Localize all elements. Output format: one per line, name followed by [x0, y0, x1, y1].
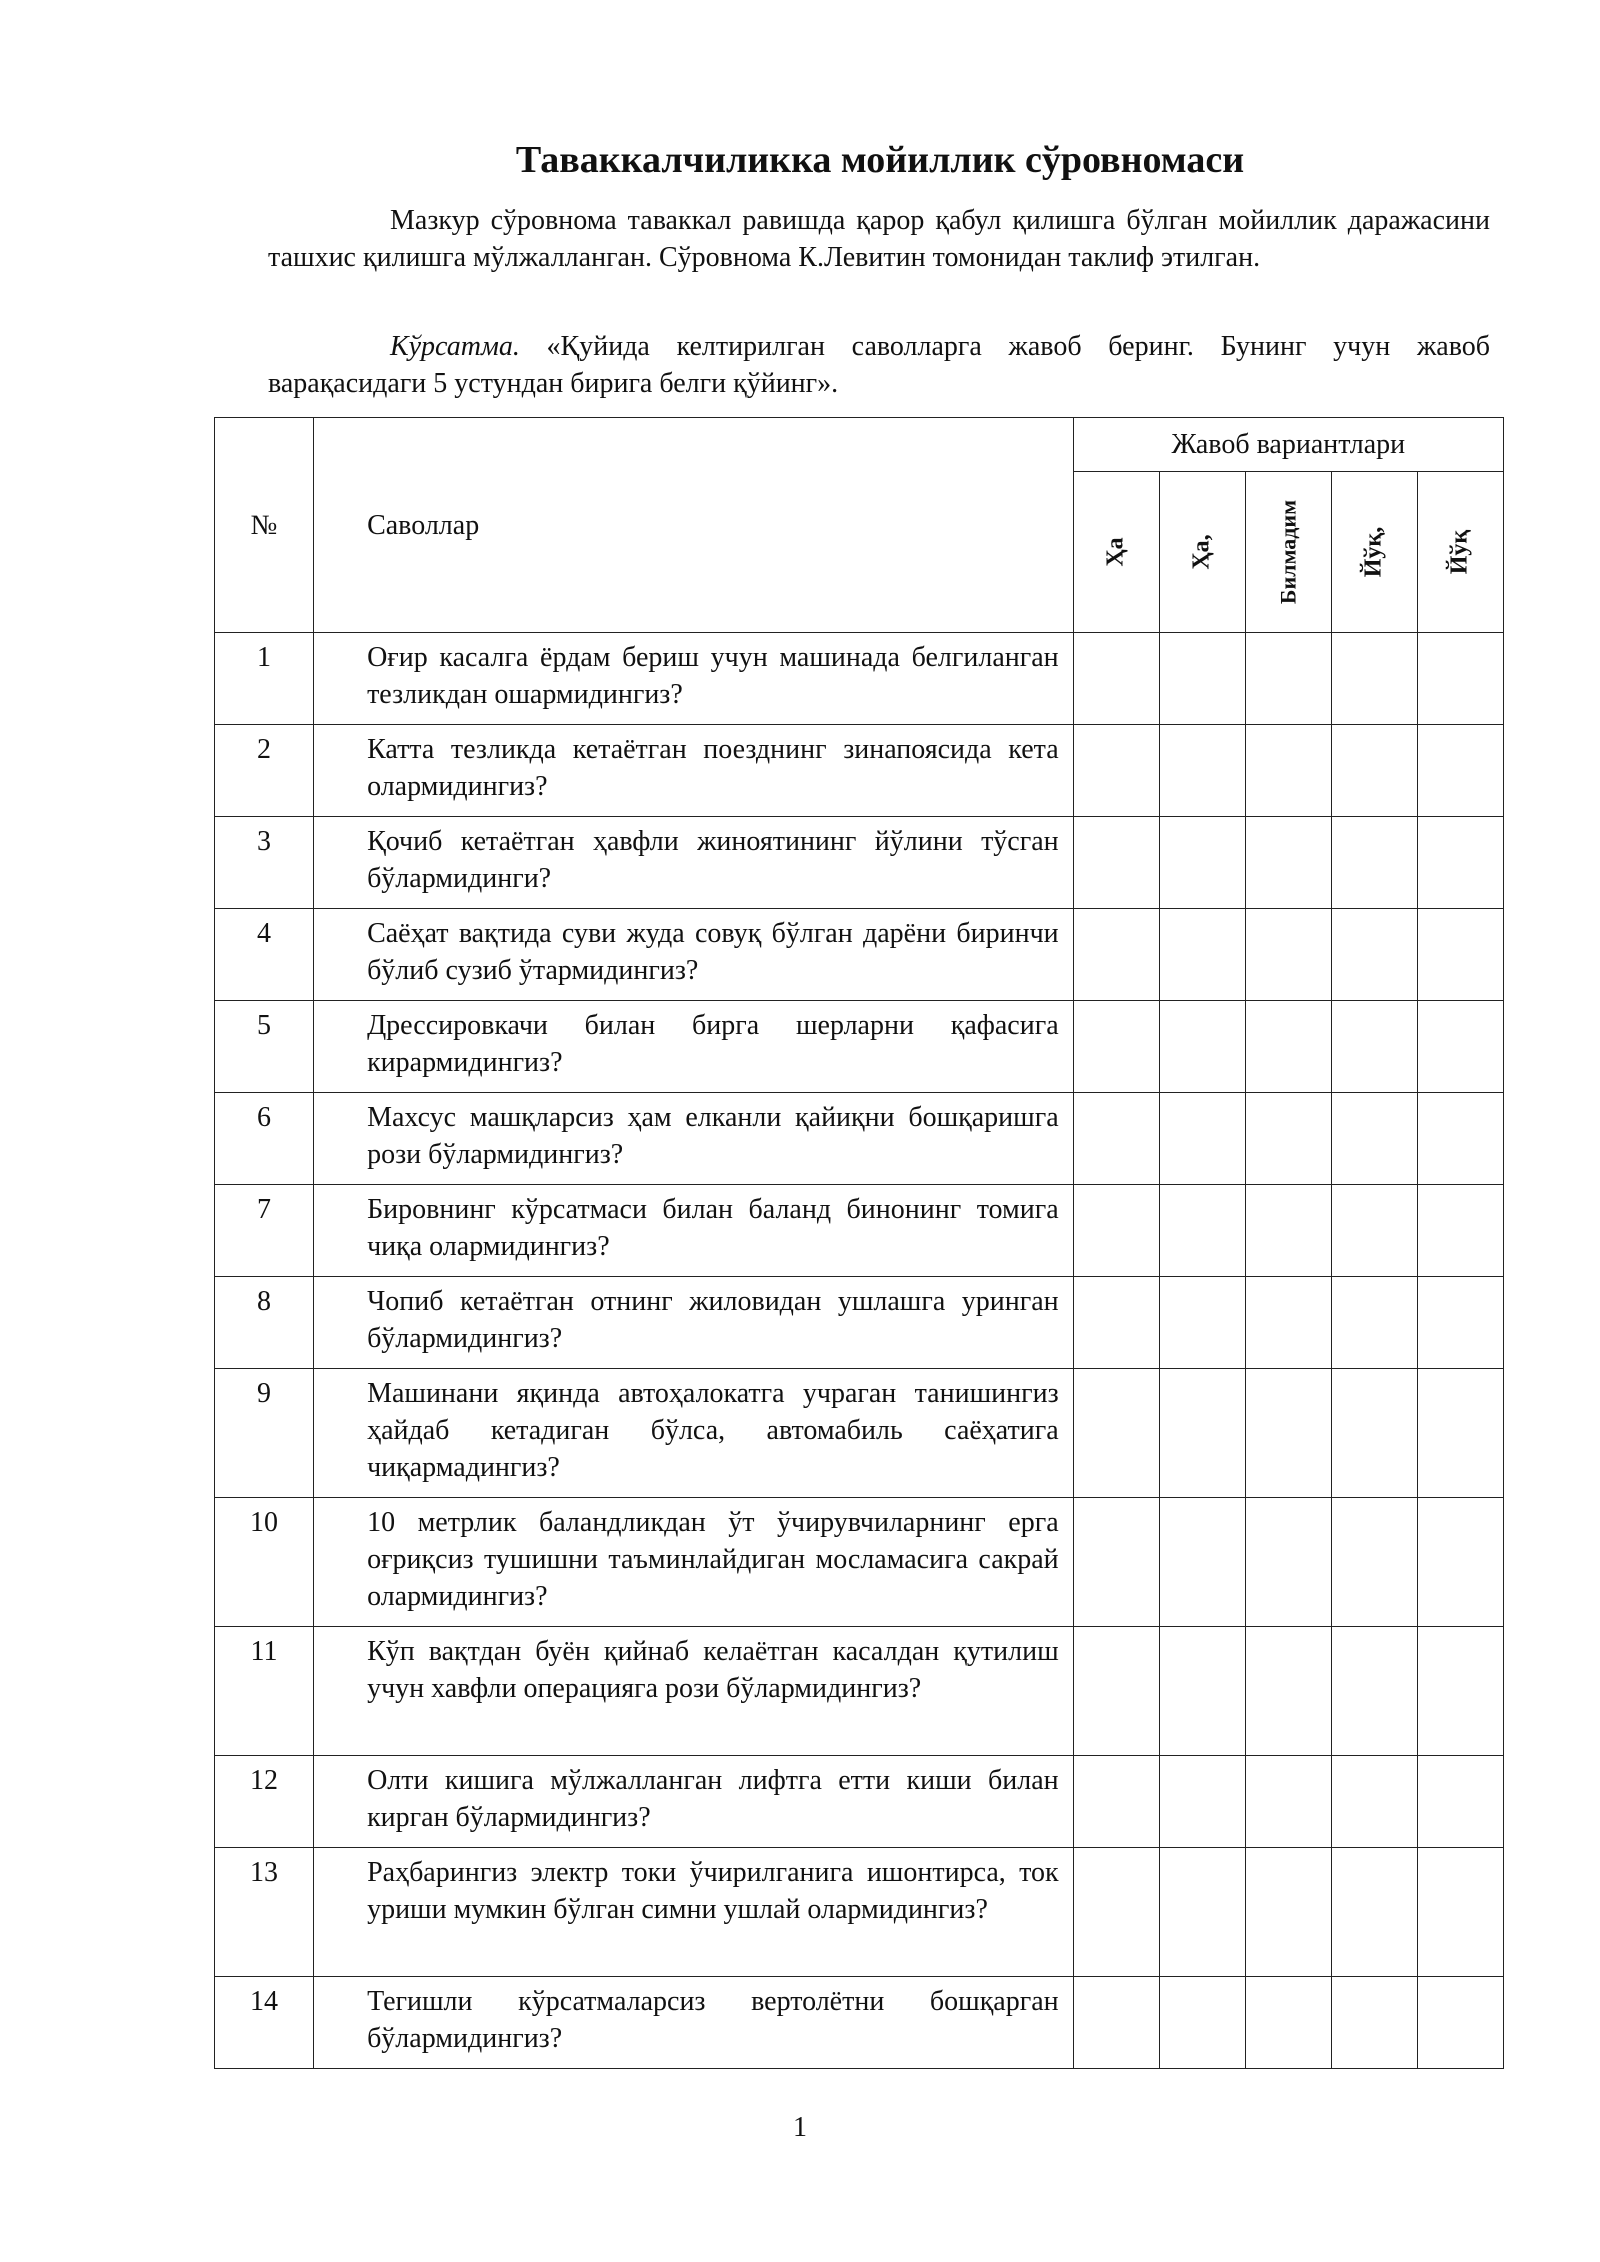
answer-cell[interactable] — [1159, 1498, 1245, 1627]
question-number: 1 — [257, 642, 272, 673]
option-label: Йўқ, — [1360, 526, 1387, 578]
answer-cell[interactable] — [1331, 1848, 1417, 1977]
answer-cell[interactable] — [1245, 1185, 1331, 1277]
table-row — [215, 1369, 1504, 1498]
question-text: Дрессировкачи билан бирга шерларни қафасига кирармидингиз? — [314, 1001, 1074, 1093]
question-number-cell — [215, 1977, 314, 2069]
answer-cell[interactable] — [1331, 725, 1417, 817]
answer-cell[interactable] — [1331, 817, 1417, 909]
page-title: Таваккалчиликка мойиллик сўровномаси — [515, 139, 1245, 181]
question-number-cell — [215, 1627, 314, 1756]
answer-cell[interactable] — [1245, 1369, 1331, 1498]
question-text: Катта тезликда кетаётган поезднинг зинапоясида кета олармидингиз? — [314, 725, 1074, 817]
table-row — [215, 725, 1504, 817]
answer-cell[interactable] — [1159, 1756, 1245, 1848]
answer-cell[interactable] — [1073, 1848, 1159, 1977]
answer-cell[interactable] — [1073, 909, 1159, 1001]
table-row — [215, 1277, 1504, 1369]
answer-cell[interactable] — [1245, 817, 1331, 909]
number-column-header: № — [215, 418, 314, 633]
answer-cell[interactable] — [1417, 633, 1503, 725]
answer-cell[interactable] — [1331, 1185, 1417, 1277]
option-label: Ҳа — [1102, 537, 1129, 567]
answer-cell[interactable] — [1159, 909, 1245, 1001]
answer-cell[interactable] — [1245, 1627, 1331, 1756]
question-number-cell — [215, 1001, 314, 1093]
question-text: Қочиб кетаётган ҳавфли жиноятининг йўлини тўсган бўлармидинги? — [314, 817, 1074, 909]
answer-cell[interactable] — [1245, 1498, 1331, 1627]
table-row — [215, 633, 1504, 725]
answer-cell[interactable] — [1159, 817, 1245, 909]
answer-cell[interactable] — [1245, 1277, 1331, 1369]
question-number: 11 — [250, 1636, 278, 1667]
answer-cell[interactable] — [1417, 1498, 1503, 1627]
answer-cell[interactable] — [1417, 1185, 1503, 1277]
answer-cell[interactable] — [1245, 1093, 1331, 1185]
answer-cell[interactable] — [1159, 1277, 1245, 1369]
answer-cell[interactable] — [1159, 1627, 1245, 1756]
question-number-cell — [215, 1498, 314, 1627]
instruction-text: «Қуйида келтирилган саволларга жавоб беринг. Бунинг учун жавоб варақасидаги 5 устундан бирига белги қўйинг». — [268, 331, 1490, 399]
answer-cell[interactable] — [1159, 1848, 1245, 1977]
question-number: 14 — [250, 1986, 279, 2017]
question-text: Чопиб кетаётган отнинг жиловидан ушлашга уринган бўлармидингиз? — [314, 1277, 1074, 1369]
answer-cell[interactable] — [1331, 1498, 1417, 1627]
answer-cell[interactable] — [1417, 1369, 1503, 1498]
answer-cell[interactable] — [1245, 633, 1331, 725]
table-row — [215, 1001, 1504, 1093]
answer-cell[interactable] — [1417, 1001, 1503, 1093]
answer-cell[interactable] — [1159, 1369, 1245, 1498]
answer-cell[interactable] — [1245, 1848, 1331, 1977]
option-header-dont-know — [1245, 472, 1331, 633]
questions-column-header: Саволлар — [314, 418, 1074, 633]
question-text: Бировнинг кўрсатмаси билан баланд бинонинг томига чиқа олармидингиз? — [314, 1185, 1074, 1277]
answer-cell[interactable] — [1159, 725, 1245, 817]
answer-cell[interactable] — [1159, 1977, 1245, 2069]
question-text: Раҳбарингиз электр токи ўчирилганига ишонтирса, ток уриши мумкин бўлган симни ушлай олармидингиз? — [314, 1848, 1074, 1977]
answer-cell[interactable] — [1073, 1093, 1159, 1185]
question-number: 5 — [257, 1010, 272, 1041]
page-number: 1 — [793, 2112, 807, 2143]
question-number: 3 — [257, 826, 272, 857]
question-number: 12 — [250, 1765, 279, 1796]
question-number: 4 — [257, 918, 272, 949]
question-text: Оғир касалга ёрдам бериш учун машинада белгиланган тезликдан ошармидингиз? — [314, 633, 1074, 725]
table-row — [215, 909, 1504, 1001]
question-number-cell — [215, 1756, 314, 1848]
instruction-paragraph — [268, 328, 1490, 402]
answer-cell[interactable] — [1073, 1185, 1159, 1277]
question-number-cell — [215, 817, 314, 909]
question-number: 6 — [257, 1102, 272, 1133]
answer-cell[interactable] — [1073, 1627, 1159, 1756]
answer-cell[interactable] — [1331, 1977, 1417, 2069]
option-header-rather-yes — [1159, 472, 1245, 633]
answer-cell[interactable] — [1073, 1369, 1159, 1498]
question-number-cell — [215, 1093, 314, 1185]
answer-cell[interactable] — [1073, 1977, 1159, 2069]
answer-cell[interactable] — [1073, 1498, 1159, 1627]
question-number-cell — [215, 633, 314, 725]
question-number-cell — [215, 1369, 314, 1498]
option-header-no — [1417, 472, 1503, 633]
intro-paragraph: Мазкур сўровнома таваккал равишда қарор қабул қилишга бўлган мойиллик даражасини ташхис қилишга мўлжалланган. Сўровнома К.Левитин томонидан таклиф этилган. — [268, 205, 1490, 273]
question-text: Машинани яқинда автоҳалокатга учраган танишингиз ҳайдаб кетадиган бўлса, автомабиль саёҳатига чиқармадингиз? — [314, 1369, 1074, 1498]
question-text: Саёҳат вақтида суви жуда совуқ бўлган дарёни биринчи бўлиб сузиб ўтармидингиз? — [314, 909, 1074, 1001]
table-row — [215, 1627, 1504, 1756]
answer-cell[interactable] — [1073, 633, 1159, 725]
option-label: Ҳа, — [1188, 534, 1215, 570]
question-number-cell — [215, 1277, 314, 1369]
question-number: 8 — [257, 1286, 272, 1317]
answer-cell[interactable] — [1331, 1001, 1417, 1093]
instruction-label: Кўрсатма. — [390, 331, 520, 362]
answer-cell[interactable] — [1417, 1756, 1503, 1848]
question-number-cell — [215, 1848, 314, 1977]
question-number-cell — [215, 725, 314, 817]
answer-cell[interactable] — [1159, 633, 1245, 725]
question-text: Тегишли кўрсатмаларсиз вертолётни бошқарган бўлармидингиз? — [314, 1977, 1074, 2069]
answer-cell[interactable] — [1073, 1277, 1159, 1369]
answer-cell[interactable] — [1245, 909, 1331, 1001]
answer-cell[interactable] — [1245, 1977, 1331, 2069]
answer-cell[interactable] — [1417, 1277, 1503, 1369]
answer-cell[interactable] — [1159, 1093, 1245, 1185]
option-label: Билмадим — [1275, 499, 1301, 605]
question-text: Кўп вақтдан буён қийнаб келаётган касалдан қутилиш учун хавфли операцияга рози бўлармидингиз? — [314, 1627, 1074, 1756]
table-row — [215, 1977, 1504, 2069]
answer-cell[interactable] — [1331, 1369, 1417, 1498]
table-row — [215, 1185, 1504, 1277]
answer-cell[interactable] — [1417, 1627, 1503, 1756]
table-row — [215, 1848, 1504, 1977]
answer-cell[interactable] — [1073, 725, 1159, 817]
option-header-rather-no — [1331, 472, 1417, 633]
answer-cell[interactable] — [1073, 1001, 1159, 1093]
answer-cell[interactable] — [1073, 1756, 1159, 1848]
answer-cell[interactable] — [1417, 909, 1503, 1001]
answer-cell[interactable] — [1417, 817, 1503, 909]
answer-cell[interactable] — [1245, 725, 1331, 817]
question-number: 10 — [250, 1507, 279, 1538]
answer-cell[interactable] — [1245, 1756, 1331, 1848]
questionnaire-table — [214, 417, 1504, 2069]
answer-options-header: Жавоб вариантлари — [1073, 418, 1503, 472]
table-row — [215, 1093, 1504, 1185]
question-number: 9 — [257, 1378, 272, 1409]
answer-cell[interactable] — [1073, 817, 1159, 909]
answer-cell[interactable] — [1331, 1093, 1417, 1185]
answer-cell[interactable] — [1417, 1848, 1503, 1977]
answer-cell[interactable] — [1331, 909, 1417, 1001]
answer-cell[interactable] — [1331, 1277, 1417, 1369]
option-label: Йўқ — [1446, 529, 1473, 575]
answer-cell[interactable] — [1159, 1001, 1245, 1093]
question-number-cell — [215, 909, 314, 1001]
question-number: 7 — [257, 1194, 272, 1225]
question-number-cell — [215, 1185, 314, 1277]
table-row — [215, 817, 1504, 909]
answer-cell[interactable] — [1331, 633, 1417, 725]
answer-cell[interactable] — [1331, 1627, 1417, 1756]
question-number: 13 — [250, 1857, 279, 1888]
question-text: 10 метрлик баландликдан ўт ўчирувчиларнинг ерга оғриқсиз тушишни таъминлайдиган мосламасига сакрай олармидингиз? — [314, 1498, 1074, 1627]
table-row — [215, 1498, 1504, 1627]
answer-cell[interactable] — [1159, 1185, 1245, 1277]
table-row — [215, 1756, 1504, 1848]
answer-cell[interactable] — [1417, 1093, 1503, 1185]
question-text: Махсус машқларсиз ҳам елканли қайиқни бошқаришга рози бўлармидингиз? — [314, 1093, 1074, 1185]
answer-cell[interactable] — [1417, 725, 1503, 817]
question-number: 2 — [257, 734, 272, 765]
answer-cell[interactable] — [1417, 1977, 1503, 2069]
answer-cell[interactable] — [1245, 1001, 1331, 1093]
answer-cell[interactable] — [1331, 1756, 1417, 1848]
question-text: Олти кишига мўлжалланган лифтга етти киши билан кирган бўлармидингиз? — [314, 1756, 1074, 1848]
option-header-yes — [1073, 472, 1159, 633]
